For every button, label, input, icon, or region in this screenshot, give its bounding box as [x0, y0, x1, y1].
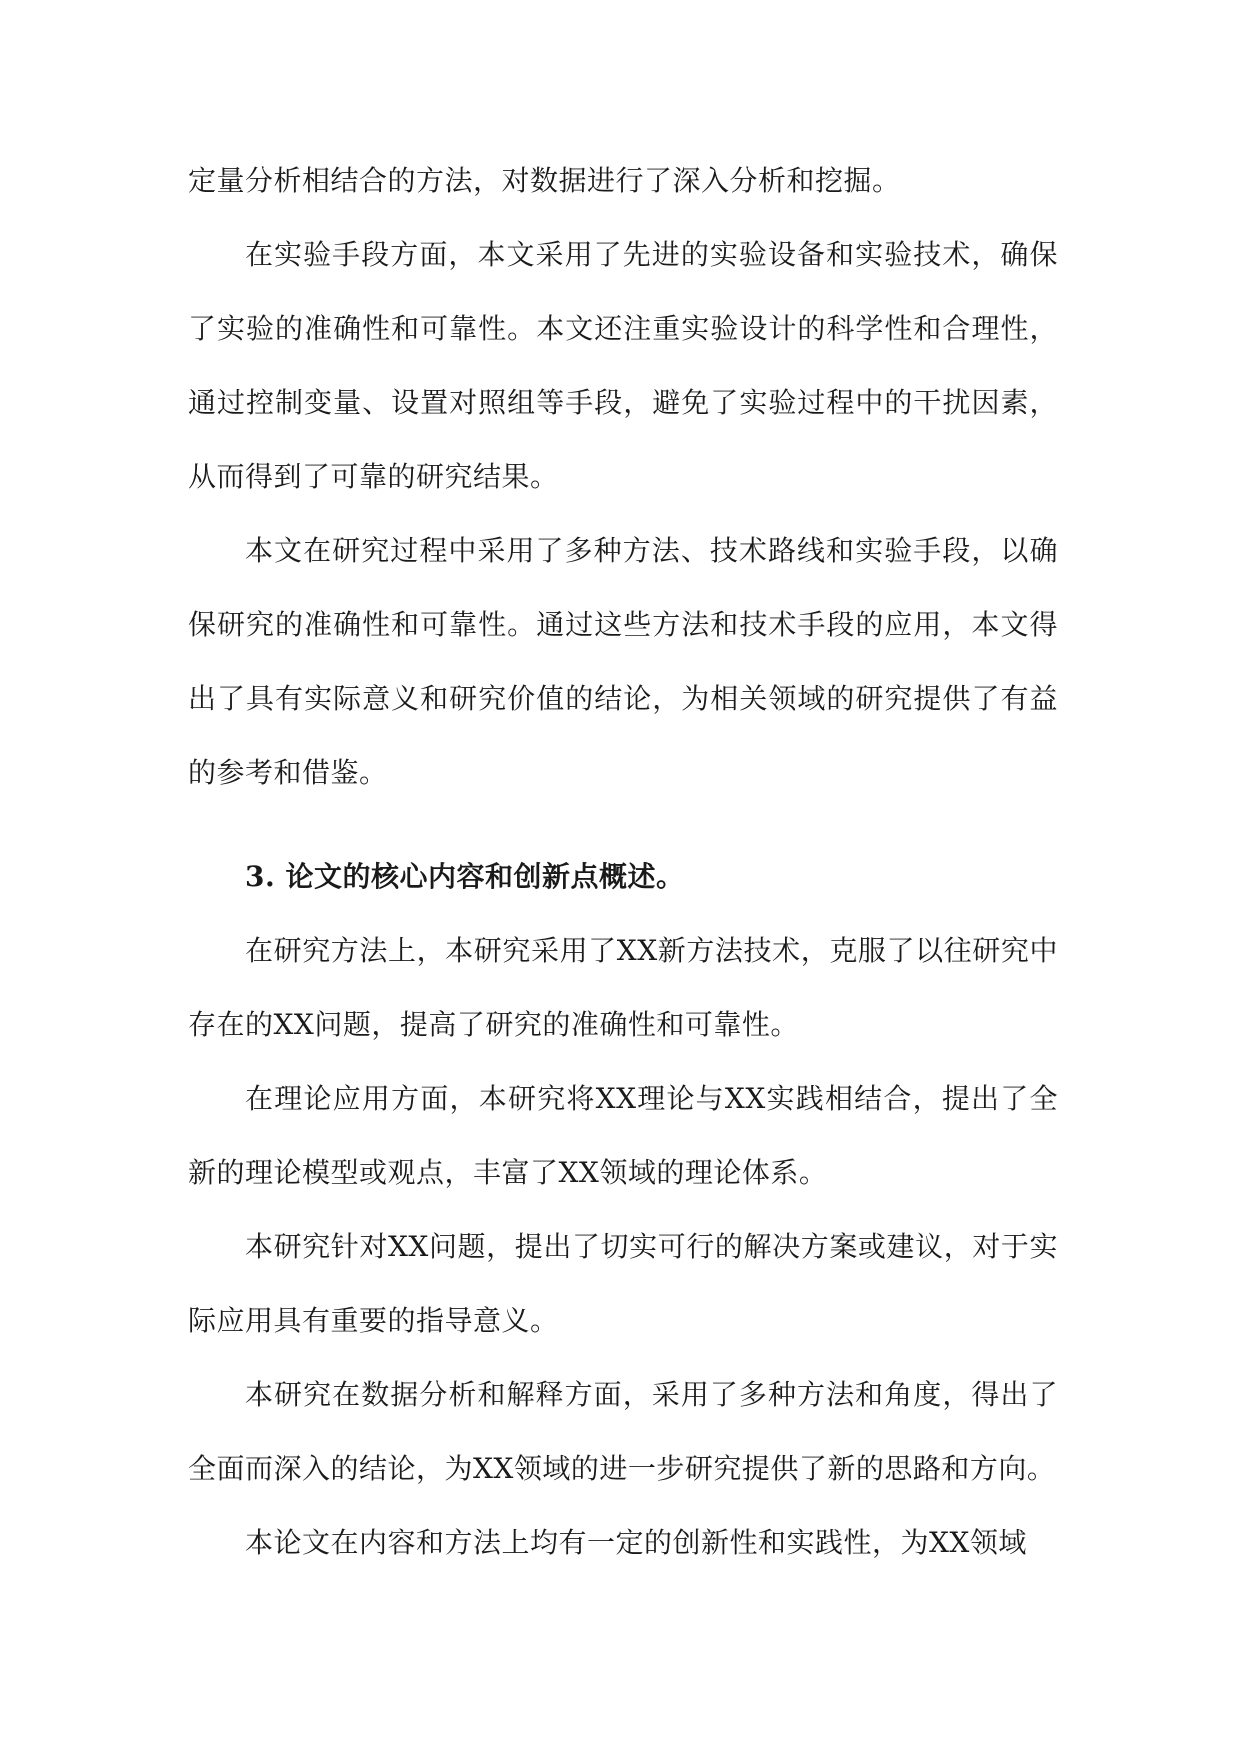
paragraph-data-analysis: 本研究在数据分析和解释方面，采用了多种方法和角度，得出了全面而深入的结论，为XX领域的进一步研究提供了新的思路和方向。: [188, 1378, 1058, 1485]
paragraph-methods-summary: 本文在研究过程中采用了多种方法、技术路线和实验手段，以确保研究的准确性和可靠性。通过这些方法和技术手段的应用，本文得出了具有实际意义和研究价值的结论，为相关领域的研究提供了有益的参考和借鉴。: [188, 534, 1058, 789]
paragraph-continuation: 定量分析相结合的方法，对数据进行了深入分析和挖掘。: [188, 164, 901, 197]
paragraph-theory-application: 在理论应用方面，本研究将XX理论与XX实践相结合，提出了全新的理论模型或观点，丰富了XX领域的理论体系。: [188, 1082, 1058, 1189]
paragraph-innovation: 本论文在内容和方法上均有一定的创新性和实践性，为XX领域: [245, 1526, 1027, 1559]
paragraph-research-method: 在研究方法上，本研究采用了XX新方法技术，克服了以往研究中存在的XX问题，提高了研究的准确性和可靠性。: [188, 934, 1058, 1041]
section-heading: 3. 论文的核心内容和创新点概述。: [245, 860, 685, 893]
paragraph-experiment-methods: 在实验手段方面，本文采用了先进的实验设备和实验技术，确保了实验的准确性和可靠性。本文还注重实验设计的科学性和合理性，通过控制变量、设置对照组等手段，避免了实验过程中的干扰因素，从而得到了可靠的研究结果。: [188, 238, 1058, 493]
document-body: [188, 144, 1058, 1580]
paragraph-solution: 本研究针对XX问题，提出了切实可行的解决方案或建议，对于实际应用具有重要的指导意义。: [188, 1230, 1058, 1337]
